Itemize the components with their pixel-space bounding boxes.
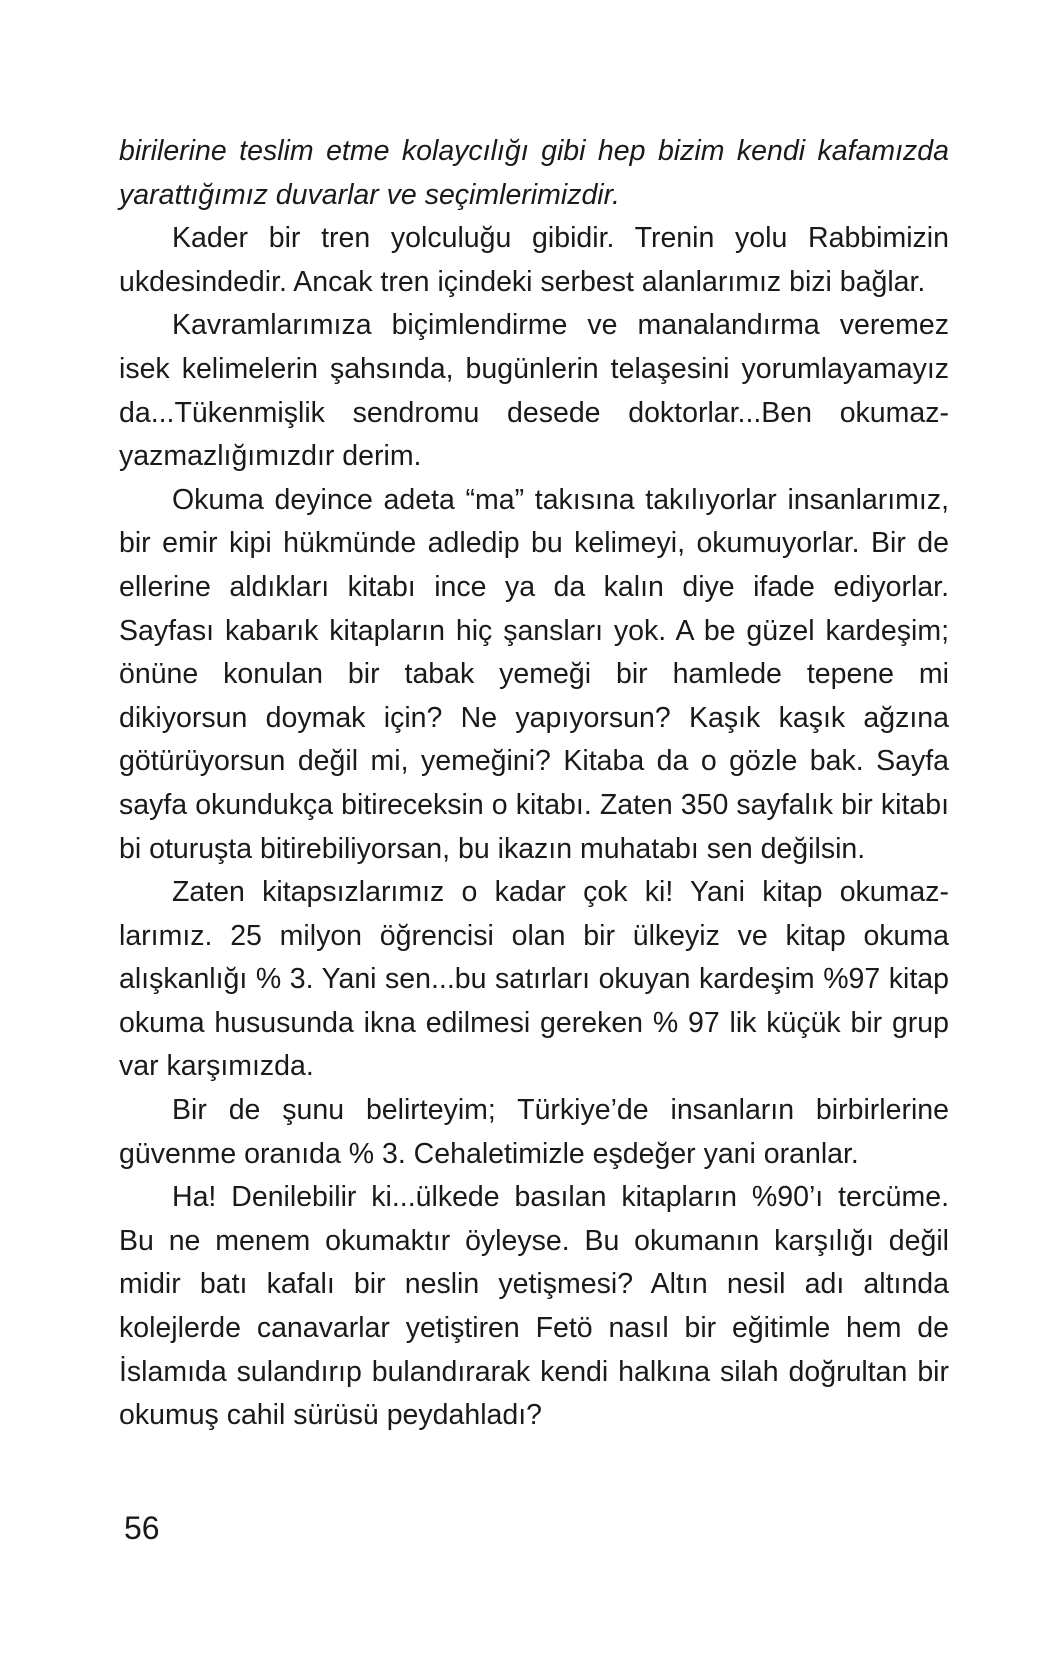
paragraph-7: Ha! Denilebilir ki...ülkede basılan kitapların %90’ı tercüme. Bu ne menem okumaktır öyleyse. Bu okumanın karşılığı değil midir batı kafalı bir neslin yetişmesi? Altın nesil adı altında kolejlerde canavarlar yetiştiren Fetö nasıl bir eğitimle hem de İslamıda sulandırıp bulandırarak kendi halkına silah doğrultan bir okumuş cahil sürüsü peydahladı? [119,1181,949,1432]
body-text [119,130,949,1438]
page-number: 56 [124,1510,160,1546]
paragraph-5: Zaten kitapsızlarımız o kadar çok ki! Yani kitap okumazlarımız. 25 milyon öğrencisi olan bir ülkeyiz ve kitap okuma alışkanlığı % 3. Yani sen...bu satırları okuyan kardeşim %97 kitap okuma hususunda ikna edilmesi gereken % 97 lik küçük bir grup var karşımızda. [119,876,949,1083]
paragraph-6: Bir de şunu belirteyim; Türkiye’de insanların birbirlerine güvenme oranıda % 3. Cehaletimizle eşdeğer yani oranlar. [119,1094,949,1170]
paragraph-4: Okuma deyince adeta “ma” takısına takılıyorlar insanlarımız, bir emir kipi hükmünde adledip bu kelimeyi, okumuyorlar. Bir de ellerine aldıkları kitabı ince ya da kalın diye ifade ediyorlar. Sayfası kabarık kitapların hiç şansları yok. A be güzel kardeşim; önüne konulan bir tabak yemeği bir hamlede tepene mi dikiyorsun doymak için? Ne yapıyorsun? Kaşık kaşık ağzına götürüyorsun değil mi, yemeğini? Kitaba da o gözle bak. Sayfa sayfa okundukça bitireceksin o kitabı. Zaten 350 sayfalık bir kitabı bi oturuşta bitirebiliyorsan, bu ikazın muhatabı sen değilsin. [119,483,949,865]
paragraph-3: Kavramlarımıza biçimlendirme ve manalandırma veremez isek kelimelerin şahsında, bugünlerin telaşesini yorumlayamayız da...Tükenmişlik sendromu desede doktorlar...Ben okumaz-yazmazlığımızdır derim. [119,309,949,473]
paragraph-2: Kader bir tren yolculuğu gibidir. Trenin yolu Rabbimizin ukdesindedir. Ancak tren içindeki serbest alanlarımız bizi bağlar. [119,222,949,298]
paragraph-1: birilerine teslim etme kolaycılığı gibi hep bizim kendi kafamızda yarattığımız duvarlar ve seçimlerimizdir. [119,135,949,211]
